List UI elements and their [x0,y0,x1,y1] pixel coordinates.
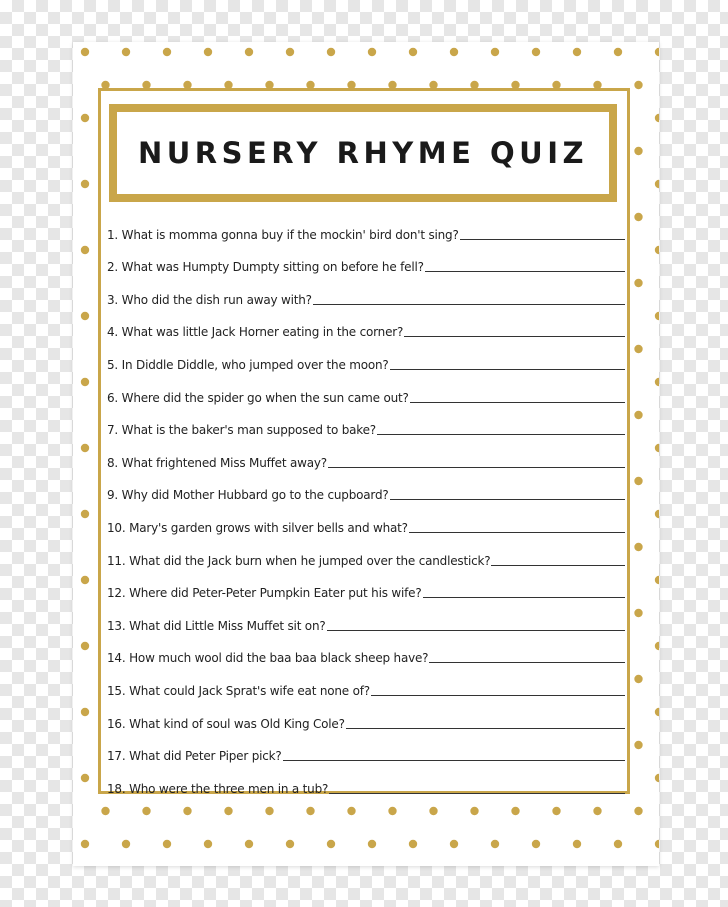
gold-dot [81,114,89,122]
gold-dot [634,279,642,287]
gold-dot [655,246,659,254]
gold-dot [655,642,659,650]
gold-dot [368,48,376,56]
gold-dot [655,444,659,452]
gold-dot [81,180,89,188]
gold-dot [327,840,335,848]
answer-line[interactable] [328,467,625,468]
gold-dot [655,576,659,584]
gold-dot [532,840,540,848]
question-text: 6. Where did the spider go when the sun came out? [107,390,409,405]
gold-dot [634,411,642,419]
gold-dot [163,48,171,56]
gold-dot [409,840,417,848]
question-item [107,409,625,442]
question-text: 10. Mary's garden grows with silver bells and what? [107,520,408,535]
gold-dot [81,378,89,386]
answer-line[interactable] [460,239,625,240]
answer-line[interactable] [283,760,625,761]
answer-line[interactable] [410,402,625,403]
question-text: 1. What is momma gonna buy if the mockin' bird don't sing? [107,227,459,242]
gold-dot [655,708,659,716]
gold-dot [573,48,581,56]
question-item [107,246,625,279]
gold-dot [634,477,642,485]
gold-dot [327,48,335,56]
page-title: NURSERY RHYME QUIZ [137,136,589,170]
question-text: 5. In Diddle Diddle, who jumped over the moon? [107,357,389,372]
gold-dot [81,642,89,650]
question-item [107,637,625,670]
question-text: 16. What kind of soul was Old King Cole? [107,716,345,731]
question-item [107,213,625,246]
gold-dot [655,114,659,122]
gold-dot [634,741,642,749]
gold-dot [655,180,659,188]
gold-dot [491,840,499,848]
gold-dot [122,840,130,848]
question-text: 17. What did Peter Piper pick? [107,749,282,764]
gold-dot [655,48,659,56]
gold-dot [450,840,458,848]
gold-dot [101,807,109,815]
gold-dot [634,675,642,683]
question-item [107,767,625,800]
question-text: 12. Where did Peter-Peter Pumpkin Eater put his wife? [107,586,422,601]
gold-dot [655,378,659,386]
question-text: 18. Who were the three men in a tub? [107,781,329,796]
answer-line[interactable] [377,434,625,435]
gold-dot [655,312,659,320]
question-text: 3. Who did the dish run away with? [107,292,312,307]
gold-dot [81,774,89,782]
answer-line[interactable] [313,304,625,305]
gold-dot [81,444,89,452]
question-item [107,311,625,344]
question-text: 15. What could Jack Sprat's wife eat none of? [107,683,370,698]
gold-dot [634,543,642,551]
question-text: 4. What was little Jack Horner eating in the corner? [107,325,404,340]
gold-dot [183,807,191,815]
answer-line[interactable] [425,271,625,272]
question-text: 14. How much wool did the baa baa black sheep have? [107,651,429,666]
question-item [107,376,625,409]
question-text: 8. What frightened Miss Muffet away? [107,455,327,470]
gold-dot [347,807,355,815]
answer-line[interactable] [390,499,625,500]
quiz-card [73,42,659,866]
gold-dot [245,48,253,56]
question-text: 11. What did the Jack burn when he jumped over the candlestick? [107,553,491,568]
question-item [107,702,625,735]
answer-line[interactable] [404,336,625,337]
question-item [107,669,625,702]
gold-dot [593,807,601,815]
gold-dot [552,807,560,815]
gold-dot [388,807,396,815]
question-item [107,441,625,474]
gold-dot [368,840,376,848]
gold-dot [245,840,253,848]
gold-dot [429,807,437,815]
gold-dot [655,840,659,848]
question-text: 13. What did Little Miss Muffet sit on? [107,618,326,633]
gold-dot [81,708,89,716]
gold-dot [286,840,294,848]
gold-dot [81,840,89,848]
answer-line[interactable] [409,532,625,533]
gold-dot [450,48,458,56]
answer-line[interactable] [346,728,625,729]
answer-line[interactable] [429,662,625,663]
answer-line[interactable] [371,695,625,696]
gold-dot [634,609,642,617]
question-item [107,604,625,637]
gold-dot [634,213,642,221]
gold-dot [511,807,519,815]
gold-dot [204,48,212,56]
gold-dot [634,345,642,353]
gold-dot [614,48,622,56]
answer-line[interactable] [390,369,625,370]
question-text: 2. What was Humpty Dumpty sitting on before he fell? [107,260,424,275]
gold-dot [163,840,171,848]
gold-dot [122,48,130,56]
gold-dot [224,807,232,815]
answer-line[interactable] [327,630,625,631]
gold-dot [634,147,642,155]
gold-dot [614,840,622,848]
answer-line[interactable] [491,565,625,566]
gold-dot [204,840,212,848]
title-box [109,104,617,202]
gold-dot [655,510,659,518]
gold-dot [142,807,150,815]
gold-dot [81,312,89,320]
gold-dot [655,774,659,782]
question-item [107,572,625,605]
gold-dot [81,48,89,56]
gold-dot [306,807,314,815]
question-item [107,506,625,539]
question-list [107,213,625,800]
question-item [107,343,625,376]
gold-dot [81,246,89,254]
question-item [107,539,625,572]
gold-dot [81,510,89,518]
question-item [107,474,625,507]
question-item [107,735,625,768]
question-text: 7. What is the baker's man supposed to bake? [107,423,376,438]
gold-dot [532,48,540,56]
gold-dot [409,48,417,56]
gold-dot [634,807,642,815]
gold-dot [491,48,499,56]
gold-dot [470,807,478,815]
gold-dot [286,48,294,56]
question-item [107,278,625,311]
gold-dot [265,807,273,815]
gold-dot [573,840,581,848]
gold-dot [81,576,89,584]
question-text: 9. Why did Mother Hubbard go to the cupboard? [107,488,389,503]
gold-dot [634,81,642,89]
answer-line[interactable] [423,597,626,598]
answer-line[interactable] [329,793,625,794]
